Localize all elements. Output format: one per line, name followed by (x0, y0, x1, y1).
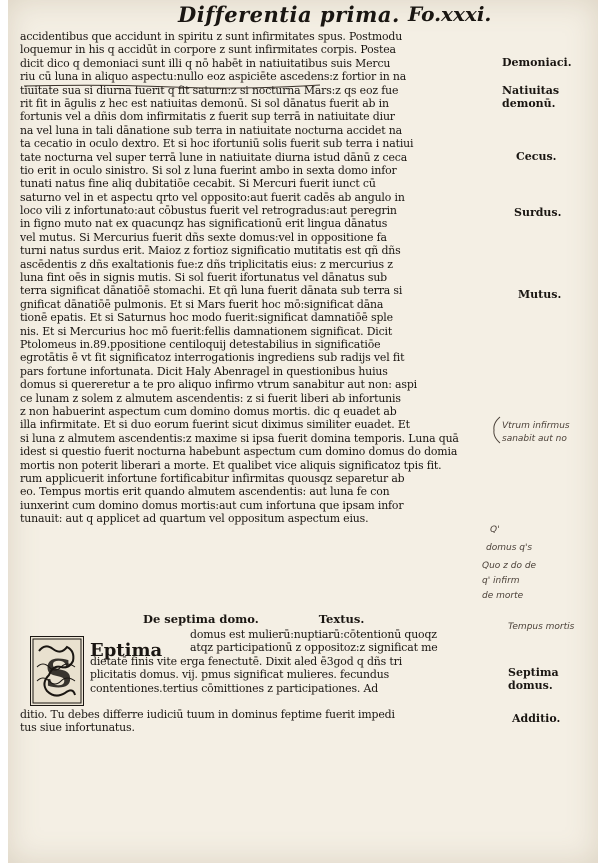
text-line: rit fit in āgulis z hec est natiuitas demonū. Si sol dānatus fuerit ab in (20, 96, 389, 110)
text-line: idest si questio fuerit nocturna habebunt aspectum cum domino domus do domia (20, 445, 458, 459)
margin-note-natiuitas: Natiuitas demonū. (502, 84, 560, 110)
decorated-initial (30, 636, 84, 706)
tail-text-block (20, 708, 490, 735)
handwritten-note: q' infirm (482, 576, 520, 586)
text-line: loco vili z infortunato:aut cōbustus fuerit vel retrogradus:aut peregrin (20, 204, 397, 218)
opening-word: Eptima (90, 640, 163, 661)
running-head: Differentia prima. (178, 2, 400, 27)
handwritten-note: de morte (482, 591, 524, 601)
handwritten-note: sanabit aut no (502, 434, 567, 444)
text-line: fortunis vel a dñis dom infirmitatis z fuerit sup terrā in natiuitate diur (20, 110, 395, 124)
text-line: tunati natus fine aliq dubitatiōe cecabit. Si Mercuri fuerit iunct cū (20, 177, 376, 191)
handwritten-note: Q' (490, 525, 500, 535)
text-line: accidentibus que accidunt in spiritu z sunt infirmitates spus. Postmodu (20, 30, 403, 43)
main-text-block (20, 30, 490, 525)
text-line: loquemur in his q accidūt in corpore z sunt infirmitates corpis. Postea (20, 43, 396, 57)
text-line: nis. Et si Mercurius hoc mō fuerit:fellis damnationem significat. Dicit (20, 324, 393, 338)
text-line: ce lunam z solem z almutem ascendentis: z si fuerit liberi ab infortunis (20, 391, 401, 405)
handwritten-note: Vtrum infirmus (502, 421, 570, 431)
text-line: plicitatis domus. vij. pmus significat mulieres. fecundus (90, 668, 390, 682)
text-line: Ptolomeus in.89.ppositione centiloquij detestabilius in significatiōe (20, 337, 381, 351)
text-line: saturno vel in et aspectu qrto vel opposito:aut fuerit cadēs ab angulo in (20, 190, 405, 204)
section-label: Textus. (318, 612, 365, 626)
text-line: ta cecatio in oculo dextro. Et si hoc ifortuniū solis fuerit sub terra i natiui (20, 137, 414, 151)
text-line: eo. Tempus mortis erit quando almutem ascendentis: aut luna fe con (20, 485, 390, 499)
page-header (8, 2, 598, 26)
text-line: iunxerint cum domino domus mortis:aut cum infortuna que ipsam infor (20, 498, 404, 512)
margin-note-additio: Additio. (512, 712, 561, 725)
text-line: domus si quereretur a te pro aliquo infirmo vtrum sanabitur aut non: aspi (20, 378, 417, 392)
handwritten-note: Quo z do de (482, 561, 537, 571)
handwritten-note: domus q's (486, 543, 533, 553)
margin-note-cecus: Cecus. (516, 150, 557, 163)
decorated-initial-s-icon (31, 637, 83, 705)
text-line: domus est mulierū:nuptiarū:cōtentionū quoqz (190, 628, 437, 641)
text-line: contentiones.tertius cōmittiones z participationes. Ad (90, 681, 379, 695)
text-line: in figno muto nat ex quacunqz has significationū erit lingua dānatus (20, 217, 388, 231)
text-line: rum applicuerit infortune fortificabitur infirmitas quousqz separetur ab (20, 471, 405, 485)
text-line: na vel luna in tali dānatione sub terra in natiuitate nocturna accidet na (20, 123, 402, 137)
text-line: tunauit: aut q applicet ad quartum vel oppositum aspectum eius. (20, 512, 369, 526)
text-line: riu cū luna in aliquo aspectu:nullo eoz aspiciēte ascedens:z fortior in na (20, 70, 407, 84)
pen-underline (22, 82, 322, 90)
text-line: ascēdentis z dñs exaltationis fue:z dñs triplicitatis eius: z mercurius z (20, 257, 393, 271)
text-line: vel mutus. Si Mercurius fuerit dñs sexte domus:vel in oppositione fa (20, 230, 387, 244)
margin-note-demoniaci: Demoniaci. (502, 56, 572, 69)
text-line: ditio. Tu debes differre iudiciū tuum in dominus feptime fuerit impedi (20, 708, 395, 721)
text-line: gnificat dānatiōē pulmonis. Et si Mars fuerit hoc mō:significat dāna (20, 297, 384, 311)
text-line: atqz participationū z oppositoz:z significat me (190, 641, 438, 655)
text-line: turni natus surdus erit. Maioz z fortioz significatio mutitatis est qñ dñs (20, 244, 401, 258)
folio-number: Fo.xxxi. (408, 2, 492, 26)
text-line: si luna z almutem ascendentis:z maxime si ipsa fuerit domina temporis. Luna quā (20, 431, 459, 445)
text-line: tus siue infortunatus. (20, 721, 135, 735)
text-line: mortis non poterit liberari a morte. Et qualibet vice aliquis significatoz tpis fit. (20, 458, 442, 472)
handwritten-bracket (490, 415, 504, 445)
text-line: tiuitate sua si diurna fuerit q fit saturn:z si nocturna Mars:z qs eoz fue (20, 83, 399, 97)
book-page (8, 0, 598, 863)
handwritten-note: Tempus mortis (508, 622, 575, 632)
text-line: tio erit in oculo sinistro. Si sol z luna fuerint ambo in sexta domo infor (20, 163, 397, 177)
margin-note-surdus: Surdus. (514, 206, 562, 219)
svg-text:S: S (45, 651, 73, 696)
text-line: tate nocturna vel super terrā lune in natiuitate diurna istud dānū z ceca (20, 150, 408, 164)
text-line: tionē epatis. Et si Saturnus hoc modo fuerit:significat damnatiōē sple (20, 311, 393, 325)
septima-text-block (90, 628, 490, 695)
text-line: egrotātis ē vt fit significatoz interrogationis ingrediens sub radijs vel fit (20, 351, 405, 365)
margin-note-mutus: Mutus. (518, 288, 562, 301)
text-line: terra significat dānatiōē stomachi. Et qñ luna fuerit dānata sub terra si (20, 284, 403, 298)
text-line: z non habuerint aspectum cum domino domus mortis. dic q euadet ab (20, 404, 397, 418)
section-heading (143, 612, 364, 626)
text-line: dicit dico q demoniaci sunt illi q nō habēt in natiuitatibus suis Mercu (20, 56, 391, 70)
text-line: pars fortune infortunata. Dicit Haly Abenragel in questionibus huius (20, 364, 388, 378)
text-line: illa infirmitate. Et si duo eorum fuerint sicut diximus similiter euadet. Et (20, 418, 410, 432)
text-line: dietatē finis vite erga fenectutē. Dixit aled ē3god q dñs tri (90, 654, 403, 668)
text-line: luna fint oēs in signis mutis. Si sol fuerit ifortunatus vel dānatus sub (20, 271, 388, 285)
margin-note-septima-domus: Septima domus. (508, 666, 559, 692)
section-title: De septima domo. (143, 612, 259, 626)
